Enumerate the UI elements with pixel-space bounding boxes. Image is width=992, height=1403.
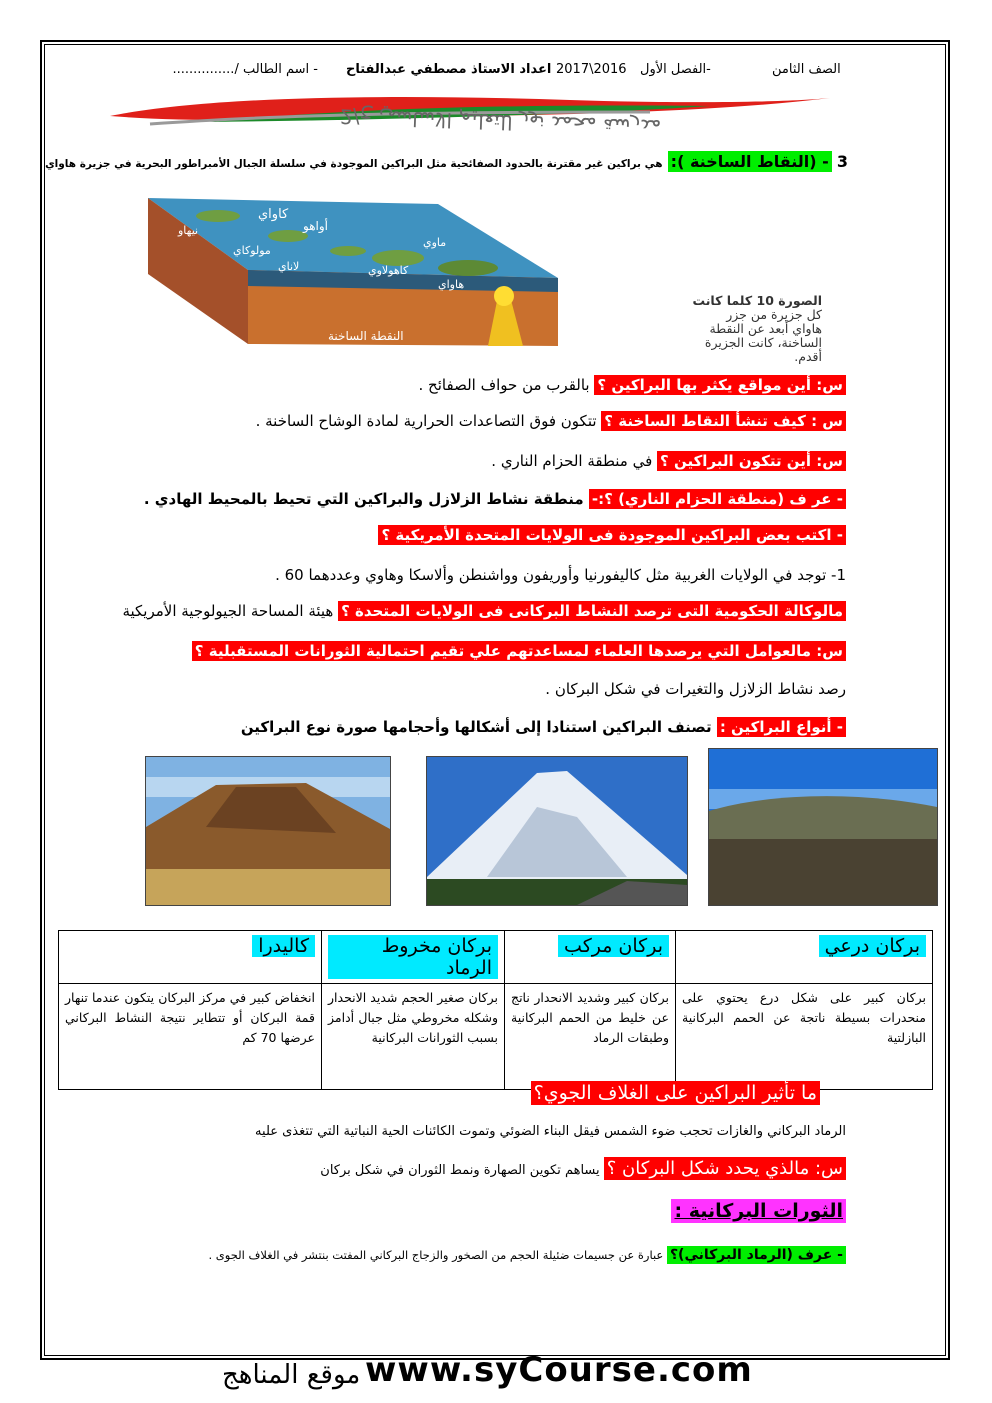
qa-answer: تتكون فوق التصاعدات الحرارية لمادة الوشاح الساخنة . <box>255 412 602 430</box>
types-intro-text: تصنف البراكين استنادا إلى أشكالها وأحجامها صورة نوع البراكين <box>240 718 717 736</box>
qa-answer: بالقرب من حواف الصفائح . <box>418 376 595 394</box>
footer-site-name: موقع المناهج <box>222 1360 361 1390</box>
figure-label-lanai: لاناي <box>278 260 300 273</box>
qa-question: س: أين تتكون البراكين ؟ <box>657 451 846 471</box>
figure-label-kauai: كاواي <box>258 207 289 222</box>
desc-cinder-cone: بركان صغير الحجم شديد الانحدار وشكله مخروطي مثل جبال أدامز بسبب الثورانات البركانية <box>322 984 505 1090</box>
qa-question: س: أين مواقع يكثر بها البراكين ؟ <box>594 375 846 395</box>
qa-line <box>140 526 846 544</box>
table-header-cell <box>59 931 322 984</box>
eruptions-title-line <box>640 1200 846 1222</box>
qa-line <box>140 452 846 470</box>
qa-line <box>140 412 846 430</box>
table-header-cell <box>676 931 933 984</box>
qa-answer: هيئة المساحة الجيولوجية الأمريكية <box>122 602 339 620</box>
shape-question: س: مالذي يحدد شكل البركان ؟ <box>604 1157 846 1180</box>
qa-question: مالوكالة الحكومية التى ترصد النشاط البركانى فى الولايات المتحدة ؟ <box>338 601 846 621</box>
hotspots-number: 3 <box>836 152 848 171</box>
qa-line <box>140 642 846 660</box>
author-label: اعداد الاستاذ مصطفي عبدالفتاح <box>346 62 552 77</box>
types-label: - أنواع البراكين : <box>717 717 846 737</box>
qa-answer: منطقة نشاط الزلازل والبراكين التي تحيط بالمحيط الهادي . <box>143 490 589 508</box>
figure-caption-line: كل جزيرة من جزر <box>726 307 822 322</box>
volcano-types-table <box>58 930 933 1090</box>
table-header-cell <box>505 931 676 984</box>
term-label: الفصل الأول- <box>640 62 711 77</box>
grade-label: الصف الثامن <box>772 62 841 77</box>
qa-line <box>140 376 846 394</box>
table-header-cell <box>322 931 505 984</box>
footer-url[interactable]: www.syCourse.com <box>365 1350 753 1390</box>
figure-label-maui: ماوي <box>423 236 447 249</box>
qa-question: س : كيف تنشأ النقاط الساخنة ؟ <box>601 411 846 431</box>
atmosphere-question: ما تأثير البراكين على الغلاف الجوي؟ <box>531 1081 820 1105</box>
qa-line <box>122 602 846 620</box>
qa-question: - اكتب بعض البراكين الموجودة فى الولايات المتحدة الأمريكية ؟ <box>378 525 846 545</box>
table-header-row <box>59 931 933 984</box>
figure-label-hotspot: النقطة الساخنة <box>328 329 404 343</box>
table-row <box>59 984 933 1090</box>
desc-caldera: انخفاض كبير في مركز البركان يتكون عندما تنهار قمة البركان أو تتطاير نتيجة النشاط البركاني عرضها 70 كم <box>59 984 322 1090</box>
hotspots-title: - (النقاط الساخنة ): <box>668 151 832 172</box>
composite-volcano-photo <box>426 756 688 906</box>
ash-answer: عبارة عن جسيمات ضئيلة الحجم من الصخور والزجاج البركاني المفتت بنتشر في الغلاف الجوى . <box>208 1248 667 1262</box>
figure-label-oahu: أواهو <box>303 219 328 233</box>
figure-label-hawaii: هاواي <box>438 278 465 291</box>
student-name-field: - اسم الطالب /............... <box>172 62 318 77</box>
school-watermark: مدرسة محمد نور للتعليم الاساسي ح/2 <box>339 104 662 140</box>
year-label: 2017\2016 <box>556 62 627 77</box>
hotspots-line <box>45 152 848 171</box>
hotspots-definition: هي براكين غير مقترنة بالحدود الصفائحية مثل البراكين الموجودة في سلسلة الجبال الأمبراطور البحرية في جزيرة هاواي <box>45 158 663 170</box>
eruptions-title: الثورات البركانية : <box>671 1199 846 1223</box>
header-caldera: كاليدرا <box>252 935 315 957</box>
figure-caption <box>560 294 822 364</box>
figure-caption-line: الساخنة، كانت الجزيرة <box>704 335 822 350</box>
qa-line <box>140 718 846 736</box>
shield-volcano-photo <box>708 748 938 906</box>
figure-caption-line: أقدم. <box>794 349 822 364</box>
figure-caption-line: هاواي أبعد عن النقطة <box>709 321 822 336</box>
qa-question: س: مالعوامل التي يرصدها العلماء لمساعدتهم علي تقيم احتمالية الثورانات المستقبلية ؟ <box>192 641 846 661</box>
hawaii-hotspot-figure <box>138 196 558 346</box>
shape-answer: يساهم تكوين الصهارة ونمط الثوران في شكل بركان <box>320 1163 604 1178</box>
figure-label-kahoolawe: كاهولاوي <box>368 264 409 277</box>
figure-caption-line: الصورة 10 كلما كانت <box>692 293 822 308</box>
ash-question: - عرف (الرماد البركاني)؟ <box>667 1246 846 1264</box>
header-shield: بركان درعي <box>819 935 926 957</box>
shape-line <box>140 1158 846 1179</box>
figure-label-molokai: مولوكاي <box>233 244 271 257</box>
factors-answer: رصد نشاط الزلازل والتغيرات في شكل البركان . <box>545 680 846 698</box>
cinder-cone-photo <box>145 756 391 906</box>
ash-line <box>150 1244 846 1263</box>
desc-shield: بركان كبير على شكل درع يحتوي على منحدرات بسيطة ناتجة عن الحمم البركانية البازلتية <box>676 984 933 1090</box>
us-volcanoes-text: 1- توجد في الولايات الغربية مثل كاليفورنيا وأوريفون وواشنطن وألاسكا وهاوي وعددهما 60 . <box>275 566 846 584</box>
qa-question: - عر ف (منطقة الحزام الناري) ؟:- <box>589 489 846 509</box>
qa-line <box>140 490 846 508</box>
atmosphere-answer: الرماد البركاني والغازات تحجب ضوء الشمس فيقل البناء الضوئي وتموت الكائنات الحية النباتية التي تتغذى عليه <box>255 1124 846 1139</box>
atmosphere-question-line <box>140 1082 820 1104</box>
qa-answer: في منطقة الحزام الناري . <box>491 452 658 470</box>
header-composite: بركان مركب <box>558 935 669 957</box>
header-cinder-cone: بركان مخروط الرماد <box>328 935 498 979</box>
desc-composite: بركان كبير وشديد الانحدار ناتج عن خليط من الحمم البركانية وطبقات الرماد <box>505 984 676 1090</box>
figure-label-niihau: نيهاو <box>178 224 199 237</box>
